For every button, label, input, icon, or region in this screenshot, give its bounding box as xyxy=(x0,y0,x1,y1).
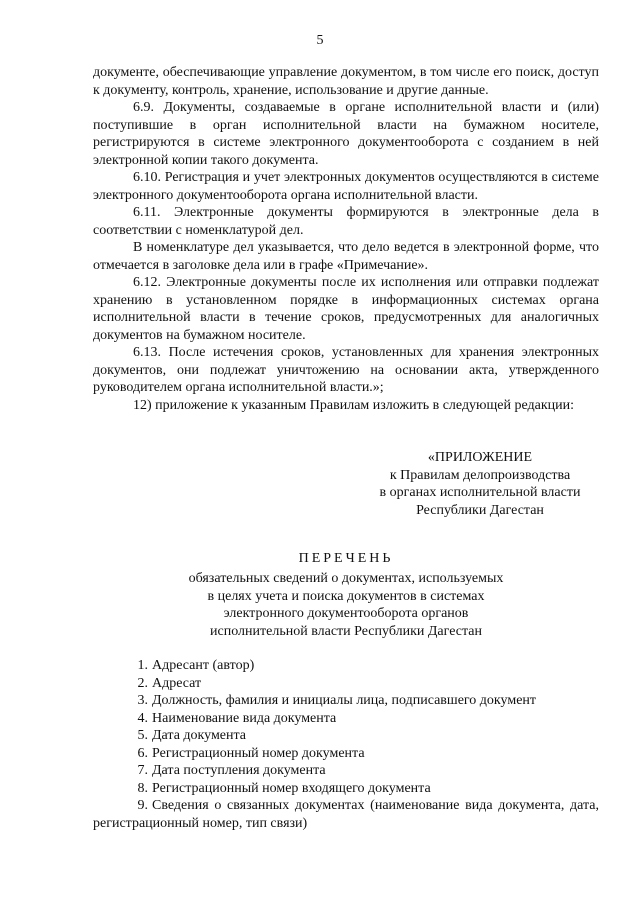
list-item xyxy=(93,780,599,798)
subtitle-line: исполнительной власти Республики Дагестан xyxy=(210,623,482,639)
list-item-number: 4. xyxy=(137,710,148,726)
list-item-text: Дата поступления документа xyxy=(152,763,326,778)
paragraph-6-13: 6.13. После истечения сроков, установленных для хранения электронных документов, они подлежат уничтожению на основании акта, утвержденного руководителем органа исполнительной власти.»; xyxy=(93,345,599,395)
list-item xyxy=(93,797,599,832)
list-item xyxy=(93,710,599,728)
paragraph-6-10: 6.10. Регистрация и учет электронных документов осуществляются в системе электронного документооборота органа исполнительной власти. xyxy=(93,170,599,203)
appendix-line: Республики Дагестан xyxy=(416,502,544,518)
list-item-number: 7. xyxy=(137,763,148,778)
paragraph-6-9: 6.9. Документы, создаваемые в органе исполнительной власти и (или) поступившие в орган исполнительной власти на бумажном носителе, регистрируются в системе электронного документооборота с созданием в ней электронной копии такого документа. xyxy=(93,100,599,168)
list-item xyxy=(93,657,599,675)
paragraph-6-11: 6.11. Электронные документы формируются в электронные дела в соответствии с номенклатурой дел. xyxy=(93,205,599,238)
list-item xyxy=(93,745,599,763)
subtitle-line: обязательных сведений о документах, используемых xyxy=(188,571,504,586)
list-item-text: Адресант (автор) xyxy=(152,658,255,673)
list-item xyxy=(93,675,599,693)
appendix-line: «ПРИЛОЖЕНИЕ xyxy=(427,450,533,465)
appendix-heading xyxy=(360,449,600,519)
list-subtitle xyxy=(93,570,599,640)
list-title: ПЕРЕЧЕНЬ xyxy=(298,551,394,566)
list-item-text: Регистрационный номер документа xyxy=(152,745,365,761)
list-item-text: Сведения о связанных документах (наименование вида документа, дата, регистрационный номер, тип связи) xyxy=(93,798,599,831)
list-item-number: 9. xyxy=(137,798,148,813)
required-fields-list xyxy=(93,657,599,832)
appendix-line: в органах исполнительной власти xyxy=(379,485,581,500)
paragraph-continuation: документе, обеспечивающие управление документом, в том числе его поиск, доступ к документу, контроль, хранение, использование и другие данные. xyxy=(93,65,599,98)
body-text xyxy=(93,64,599,414)
list-item-text: Наименование вида документа xyxy=(152,710,337,726)
list-item-number: 6. xyxy=(137,745,148,761)
page-number: 5 xyxy=(316,33,324,48)
list-item-text: Дата документа xyxy=(152,728,247,743)
appendix-line: к Правилам делопроизводства xyxy=(389,467,571,483)
list-item-text: Адресат xyxy=(152,675,202,691)
paragraph-12: 12) приложение к указанным Правилам изложить в следующей редакции: xyxy=(133,397,575,413)
list-item-number: 8. xyxy=(137,780,148,796)
list-item-number: 2. xyxy=(137,675,148,691)
list-item-text: Регистрационный номер входящего документа xyxy=(152,780,431,796)
list-item-number: 5. xyxy=(137,728,148,743)
subtitle-line: электронного документооборота органов xyxy=(223,606,469,621)
list-item-text: Должность, фамилия и инициалы лица, подписавшего документ xyxy=(152,693,537,708)
list-item-number: 1. xyxy=(137,658,148,673)
paragraph-nomenclature: В номенклатуре дел указывается, что дело ведется в электронной форме, что отмечается в заголовке дела или в графе «Примечание». xyxy=(93,240,599,273)
paragraph-6-12: 6.12. Электронные документы после их исполнения или отправки подлежат хранению в установленном порядке в информационных системах органа исполнительной власти в течение сроков, предусмотренных для аналогичных документов на бумажном носителе. xyxy=(93,275,599,343)
list-item-number: 3. xyxy=(137,693,148,708)
list-item xyxy=(93,692,599,710)
subtitle-line: в целях учета и поиска документов в системах xyxy=(207,588,485,604)
list-item xyxy=(93,727,599,745)
list-item xyxy=(93,762,599,780)
